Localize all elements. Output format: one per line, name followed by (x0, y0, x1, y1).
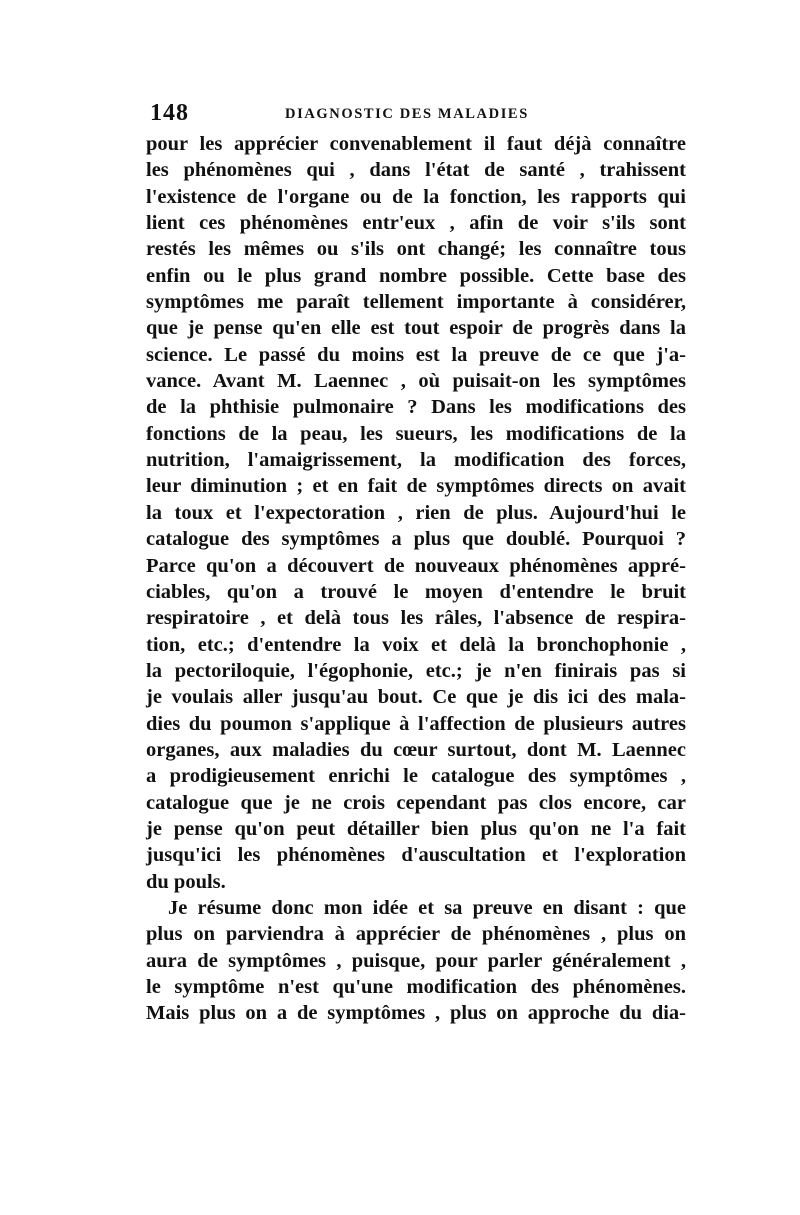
text-line: l'existence de l'organe ou de la fonction, les rapports qui (146, 185, 686, 208)
body-text (146, 131, 686, 1027)
text-line: nutrition, l'amaigrissement, la modification des forces, (146, 449, 686, 472)
text-line: de la phthisie pulmonaire ? Dans les modifications des (146, 396, 686, 419)
text-line: fonctions de la peau, les sueurs, les modifications de la (146, 422, 686, 445)
page-number: 148 (150, 100, 189, 126)
text-line: catalogue des symptômes a plus que doublé. Pourquoi ? (146, 528, 686, 551)
text-line: jusqu'ici les phénomènes d'auscultation et l'exploration (146, 844, 686, 867)
text-line: je pense qu'on peut détailler bien plus qu'on ne l'a fait (146, 817, 686, 840)
text-line: dies du poumon s'applique à l'affection de plusieurs autres (146, 712, 686, 735)
text-line: Mais plus on a de symptômes , plus on approche du dia- (146, 1002, 686, 1025)
text-line: enfin ou le plus grand nombre possible. Cette base des (146, 264, 686, 287)
text-line: vance. Avant M. Laennec , où puisait-on les symptômes (146, 370, 686, 393)
text-line: je voulais aller jusqu'au bout. Ce que je dis ici des mala- (146, 686, 686, 709)
text-line: Parce qu'on a découvert de nouveaux phénomènes appré- (146, 554, 686, 577)
text-line: science. Le passé du moins est la preuve de ce que j'a- (146, 343, 686, 366)
text-line: restés les mêmes ou s'ils ont changé; les connaître tous (146, 238, 686, 261)
text-line: catalogue que je ne crois cependant pas clos encore, car (146, 791, 686, 814)
running-head: DIAGNOSTIC DES MALADIES (285, 106, 529, 122)
text-line: du pouls. (146, 870, 226, 893)
text-line: aura de symptômes , puisque, pour parler généralement , (146, 949, 686, 972)
text-line: ciables, qu'on a trouvé le moyen d'entendre le bruit (146, 580, 686, 603)
text-line: plus on parviendra à apprécier de phénomènes , plus on (146, 923, 686, 946)
text-line: la pectoriloquie, l'égophonie, etc.; je n'en finirais pas si (146, 659, 686, 682)
text-line: tion, etc.; d'entendre la voix et delà la bronchophonie , (146, 633, 686, 656)
text-line: leur diminution ; et en fait de symptômes directs on avait (146, 475, 686, 498)
text-line: la toux et l'expectoration , rien de plus. Aujourd'hui le (146, 501, 686, 524)
text-line: a prodigieusement enrichi le catalogue des symptômes , (146, 765, 686, 788)
text-line: que je pense qu'en elle est tout espoir de progrès dans la (146, 317, 686, 340)
text-line: symptômes me paraît tellement importante à considérer, (146, 291, 686, 314)
text-line: lient ces phénomènes entr'eux , afin de voir s'ils sont (146, 212, 686, 235)
text-line: pour les apprécier convenablement il faut déjà connaître (146, 133, 686, 155)
text-line: le symptôme n'est qu'une modification des phénomènes. (146, 976, 686, 998)
text-line: respiratoire , et delà tous les râles, l'absence de respira- (146, 607, 686, 630)
page-header (150, 100, 680, 128)
text-line: Je résume donc mon idée et sa preuve en disant : que (168, 896, 686, 919)
text-line: les phénomènes qui , dans l'état de santé , trahissent (146, 159, 686, 182)
text-line: organes, aux maladies du cœur surtout, dont M. Laennec (146, 738, 686, 761)
